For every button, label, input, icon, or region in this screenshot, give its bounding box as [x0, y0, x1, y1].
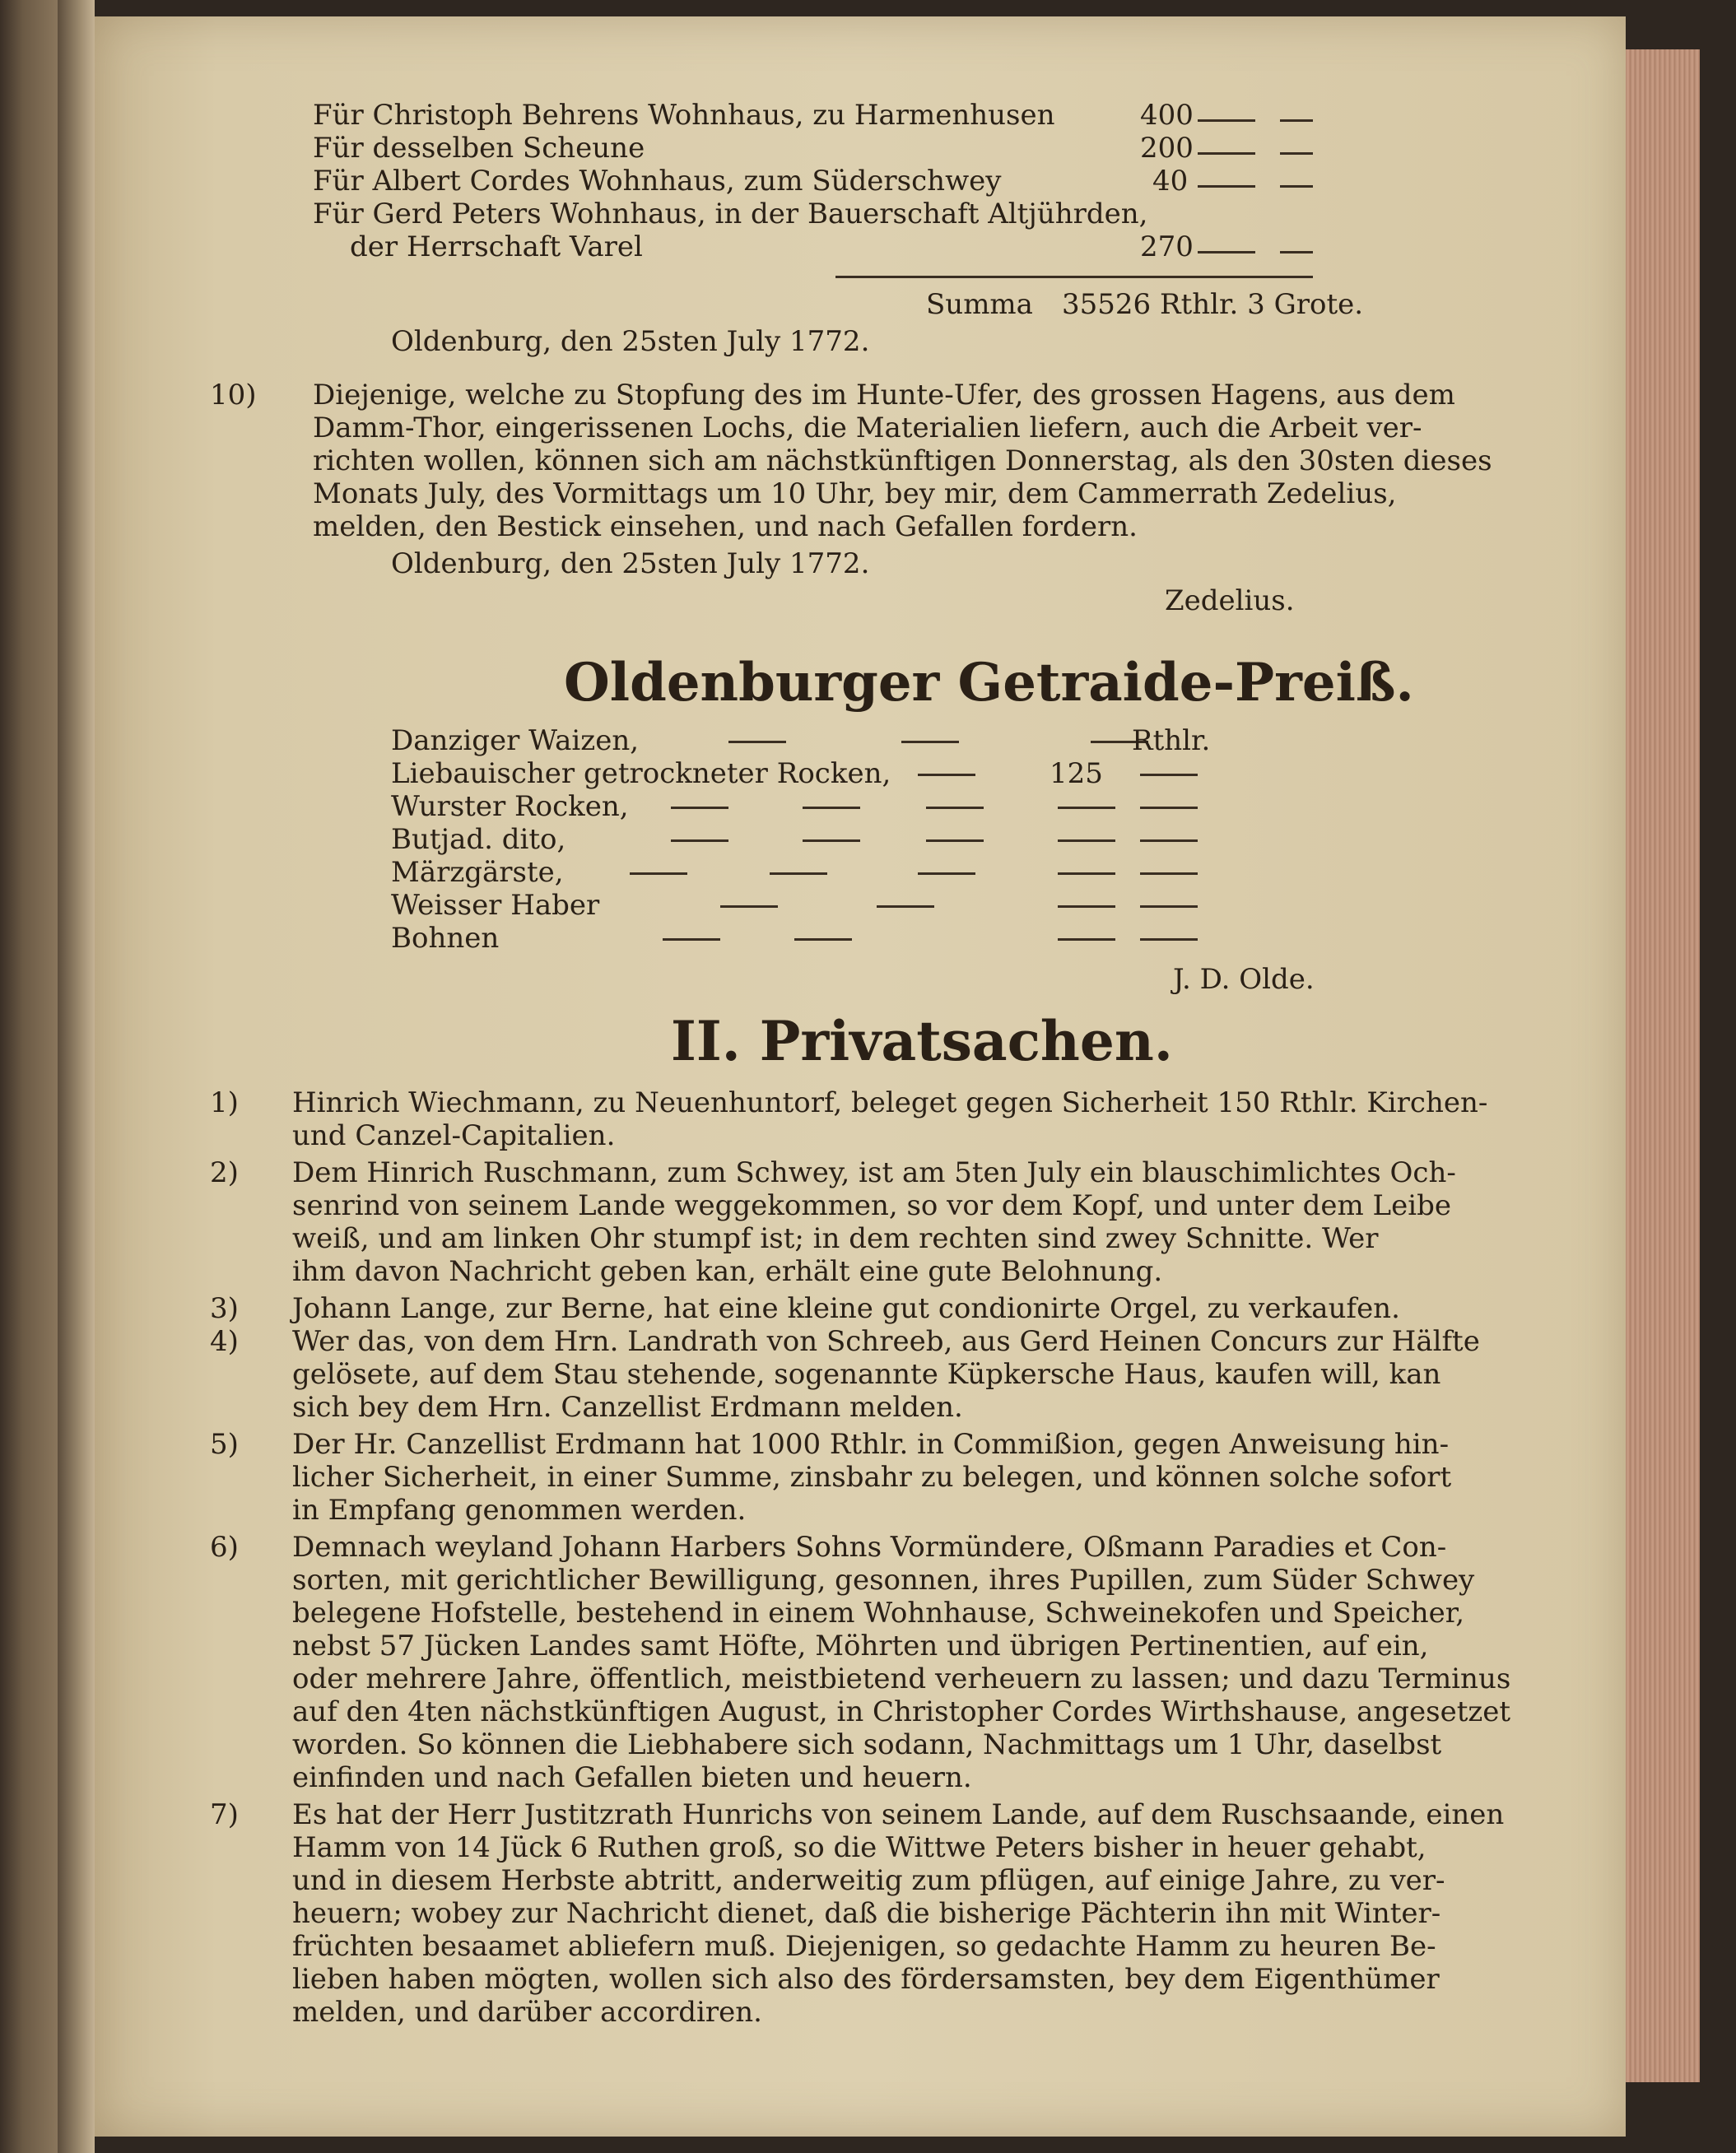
- entry-line: der Herrschaft Varel: [350, 230, 643, 263]
- item-line: Johann Lange, zur Berne, hat eine kleine gut condionirte Orgel, zu verkaufen.: [292, 1292, 1400, 1325]
- item-line: Hamm von 14 Jück 6 Ruthen groß, so die Wittwe Peters bisher in heuer gehabt,: [292, 1831, 1426, 1864]
- item-number: 7): [210, 1798, 239, 1831]
- item-line: Dem Hinrich Ruschmann, zum Schwey, ist am 5ten July ein blauschimlichtes Och-: [292, 1156, 1456, 1189]
- sum-rule: [835, 276, 1313, 278]
- notice-line: melden, den Bestick einsehen, und nach Gefallen fordern.: [313, 510, 1138, 543]
- item-line: nebst 57 Jücken Landes samt Höfte, Möhrten und übrigen Pertinentien, auf ein,: [292, 1630, 1429, 1662]
- entry-line: Für Gerd Peters Wohnhaus, in der Bauerschaft Altjührden,: [313, 198, 1148, 230]
- item-line: ihm davon Nachricht geben kan, erhält eine gute Belohnung.: [292, 1255, 1163, 1288]
- entry-line: Für desselben Scheune: [313, 132, 645, 165]
- date-line: Oldenburg, den 25sten July 1772.: [391, 325, 870, 358]
- page-stack-edge: [1626, 49, 1700, 2082]
- item-number: 1): [210, 1086, 239, 1119]
- entry-amount: 40: [1152, 165, 1189, 198]
- item-line: gelösete, auf dem Stau stehende, sogenannte Küpkersche Haus, kaufen will, kan: [292, 1358, 1441, 1391]
- grain-row: Bohnen: [391, 922, 500, 955]
- entry-amount: 200: [1140, 132, 1194, 165]
- item-line: Demnach weyland Johann Harbers Sohns Vormündere, Oßmann Paradies et Con-: [292, 1531, 1447, 1564]
- signature: J. D. Olde.: [1173, 963, 1315, 996]
- item-line: weiß, und am linken Ohr stumpf ist; in dem rechten sind zwey Schnitte. Wer: [292, 1222, 1379, 1255]
- item-line: oder mehrere Jahre, öffentlich, meistbietend verheuern zu lassen; und dazu Terminus: [292, 1662, 1511, 1695]
- notice-line: Monats July, des Vormittags um 10 Uhr, bey mir, dem Cammerrath Zedelius,: [313, 477, 1397, 510]
- summa-value: 35526 Rthlr. 3 Grote.: [1062, 288, 1364, 321]
- grain-row: Butjad. dito,: [391, 823, 566, 856]
- grain-row: Wurster Rocken,: [391, 790, 629, 823]
- item-line: lieben haben mögten, wollen sich also des fördersamsten, bey dem Eigenthümer: [292, 1963, 1440, 1996]
- item-line: Es hat der Herr Justitzrath Hunrichs von seinem Lande, auf dem Ruschsaande, einen: [292, 1798, 1505, 1831]
- entry-line: Für Christoph Behrens Wohnhaus, zu Harmenhusen: [313, 99, 1055, 132]
- item-line: sich bey dem Hrn. Canzellist Erdmann melden.: [292, 1391, 963, 1424]
- notice-line: Diejenige, welche zu Stopfung des im Hunte-Ufer, des grossen Hagens, aus dem: [313, 379, 1455, 412]
- price-unit: Rthlr.: [1132, 724, 1211, 757]
- item-line: und in diesem Herbste abtritt, anderweitig zum pflügen, auf einige Jahre, zu ver-: [292, 1864, 1445, 1897]
- notice-line: Damm-Thor, eingerissenen Lochs, die Materialien liefern, auch die Arbeit ver-: [313, 412, 1422, 444]
- book-gutter: [58, 0, 95, 2153]
- notice-number: 10): [210, 379, 257, 412]
- item-line: Hinrich Wiechmann, zu Neuenhuntorf, beleget gegen Sicherheit 150 Rthlr. Kirchen-: [292, 1086, 1488, 1119]
- item-line: Wer das, von dem Hrn. Landrath von Schreeb, aus Gerd Heinen Concurs zur Hälfte: [292, 1325, 1480, 1358]
- item-number: 2): [210, 1156, 239, 1189]
- entry-amount: 400: [1140, 99, 1194, 132]
- item-line: Der Hr. Canzellist Erdmann hat 1000 Rthlr. in Commißion, gegen Anweisung hin-: [292, 1428, 1450, 1461]
- item-line: einfinden und nach Gefallen bieten und heuern.: [292, 1761, 972, 1794]
- item-number: 5): [210, 1428, 239, 1461]
- date-line: Oldenburg, den 25sten July 1772.: [391, 547, 870, 580]
- item-line: auf den 4ten nächstkünftigen August, in Christopher Cordes Wirthshause, angesetzet: [292, 1695, 1511, 1728]
- item-line: worden. So können die Liebhabere sich sodann, Nachmittags um 1 Uhr, daselbst: [292, 1728, 1442, 1761]
- grain-row: Danziger Waizen,: [391, 724, 640, 757]
- item-line: licher Sicherheit, in einer Summe, zinsbahr zu belegen, und können solche sofort: [292, 1461, 1452, 1494]
- item-number: 3): [210, 1292, 239, 1325]
- item-line: und Canzel-Capitalien.: [292, 1119, 616, 1152]
- item-line: belegene Hofstelle, bestehend in einem Wohnhause, Schweinekofen und Speicher,: [292, 1597, 1465, 1630]
- section-heading: II. Privatsachen.: [671, 1009, 1173, 1073]
- signature: Zedelius.: [1165, 584, 1295, 617]
- summa-label: Summa: [926, 288, 1033, 321]
- item-line: sorten, mit gerichtlicher Bewilligung, gesonnen, ihres Pupillen, zum Süder Schwey: [292, 1564, 1475, 1597]
- item-line: heuern; wobey zur Nachricht dienet, daß die bisherige Pächterin ihn mit Winter-: [292, 1897, 1441, 1930]
- entry-line: Für Albert Cordes Wohnhaus, zum Süderschwey: [313, 165, 1002, 198]
- item-line: früchten besaamet abliefern muß. Diejenigen, so gedachte Hamm zu heuren Be-: [292, 1930, 1436, 1963]
- item-number: 4): [210, 1325, 239, 1358]
- grain-row: Liebauischer getrockneter Rocken,: [391, 757, 891, 790]
- entry-amount: 270: [1140, 230, 1194, 263]
- grain-row: Weisser Haber: [391, 889, 600, 922]
- document-page: [95, 16, 1626, 2137]
- grain-price: 125: [1050, 757, 1103, 790]
- item-line: in Empfang genommen werden.: [292, 1494, 747, 1527]
- notice-line: richten wollen, können sich am nächstkünftigen Donnerstag, als den 30sten dieses: [313, 444, 1492, 477]
- facing-page-edge: [0, 0, 58, 2153]
- grain-row: Märzgärste,: [391, 856, 564, 889]
- item-number: 6): [210, 1531, 239, 1564]
- item-line: senrind von seinem Lande weggekommen, so vor dem Kopf, und unter dem Leibe: [292, 1189, 1451, 1222]
- grain-price-heading: Oldenburger Getraide-Preiß.: [564, 652, 1414, 714]
- item-line: melden, und darüber accordiren.: [292, 1996, 762, 2029]
